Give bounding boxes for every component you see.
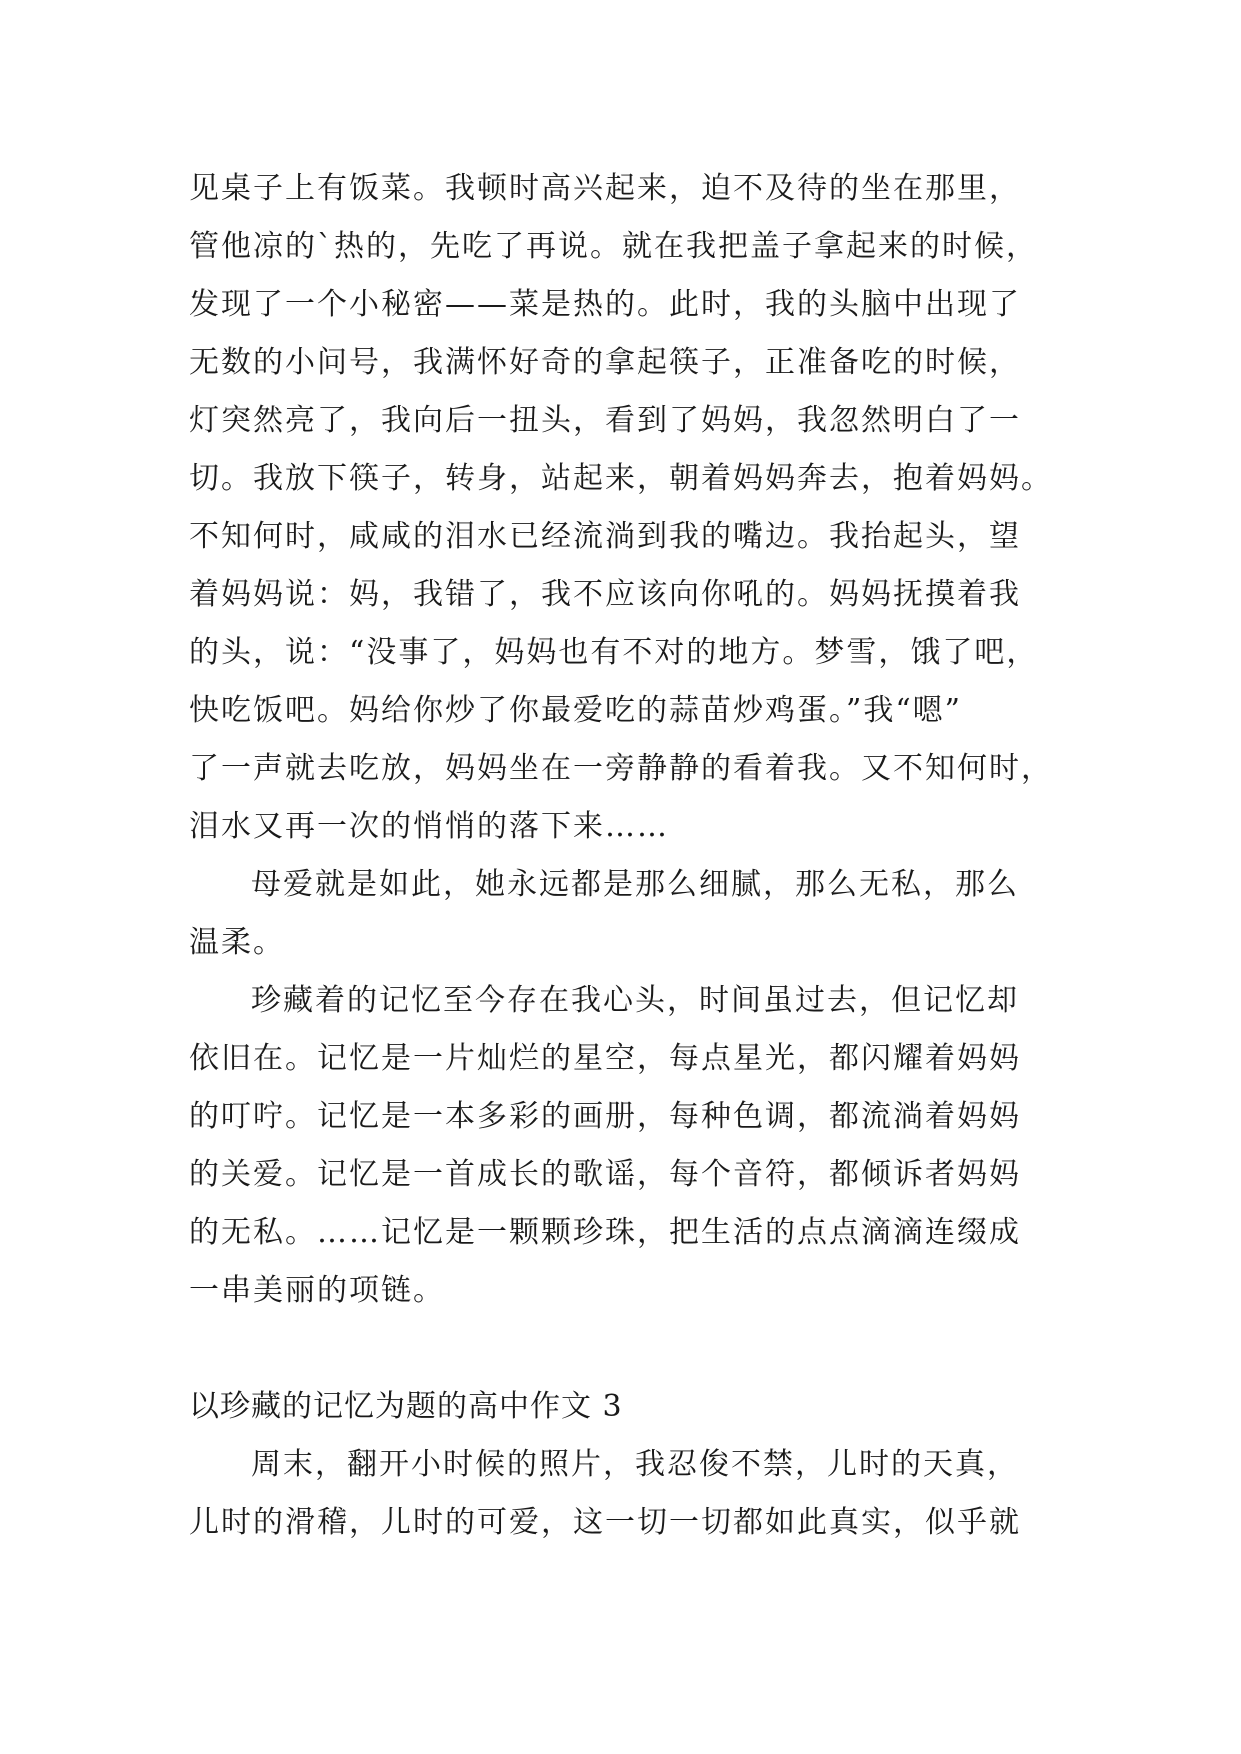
text-line: 了一声就去吃放，妈妈坐在一旁静静的看着我。又不知何时， bbox=[189, 751, 1053, 786]
document-body bbox=[189, 160, 1069, 1552]
text-line: 一串美丽的项链。 bbox=[189, 1273, 445, 1308]
text-line: 的叮咛。记忆是一本多彩的画册，每种色调，都流淌着妈妈 bbox=[189, 1099, 1021, 1134]
paragraph-1 bbox=[189, 160, 1069, 856]
text-line: 温柔。 bbox=[189, 925, 285, 960]
text-line: 快吃饭吧。妈给你炒了你最爱吃的蒜苗炒鸡蛋。”我“嗯” bbox=[189, 693, 963, 728]
text-line: 泪水又再一次的悄悄的落下来…… bbox=[189, 809, 669, 844]
paragraph-4 bbox=[189, 1436, 1069, 1552]
text-line: 管他凉的`热的，先吃了再说。就在我把盖子拿起来的时候， bbox=[189, 229, 1038, 264]
text-line: 的头，说：“没事了，妈妈也有不对的地方。梦雪，饿了吧， bbox=[189, 635, 1039, 670]
text-line: 切。我放下筷子，转身，站起来，朝着妈妈奔去，抱着妈妈。 bbox=[189, 461, 1053, 496]
text-line: 无数的小问号，我满怀好奇的拿起筷子，正准备吃的时候， bbox=[189, 345, 1021, 380]
text-line: 珍藏着的记忆至今存在我心头，时间虽过去，但记忆却 bbox=[251, 983, 1019, 1018]
text-line: 着妈妈说：妈，我错了，我不应该向你吼的。妈妈抚摸着我 bbox=[189, 577, 1021, 612]
paragraph-3 bbox=[189, 972, 1069, 1320]
text-line: 见桌子上有饭菜。我顿时高兴起来，迫不及待的坐在那里， bbox=[189, 171, 1021, 206]
text-line: 的无私。……记忆是一颗颗珍珠，把生活的点点滴滴连缀成 bbox=[189, 1215, 1021, 1250]
text-line: 母爱就是如此，她永远都是那么细腻，那么无私，那么 bbox=[251, 867, 1019, 902]
text-line: 灯突然亮了，我向后一扭头，看到了妈妈，我忽然明白了一 bbox=[189, 403, 1021, 438]
text-line: 发现了一个小秘密——菜是热的。此时，我的头脑中出现了 bbox=[189, 287, 1021, 322]
text-line: 儿时的滑稽，儿时的可爱，这一切一切都如此真实，似乎就 bbox=[189, 1505, 1021, 1540]
text-line: 的关爱。记忆是一首成长的歌谣，每个音符，都倾诉者妈妈 bbox=[189, 1157, 1021, 1192]
section-title: 以珍藏的记忆为题的高中作文 3 bbox=[189, 1389, 623, 1424]
paragraph-gap bbox=[189, 1320, 1069, 1378]
paragraph-2 bbox=[189, 856, 1069, 972]
text-line: 不知何时，咸咸的泪水已经流淌到我的嘴边。我抬起头，望 bbox=[189, 519, 1021, 554]
text-line: 依旧在。记忆是一片灿烂的星空，每点星光，都闪耀着妈妈 bbox=[189, 1041, 1021, 1076]
text-line: 周末，翻开小时候的照片，我忍俊不禁，儿时的天真， bbox=[251, 1447, 1019, 1482]
